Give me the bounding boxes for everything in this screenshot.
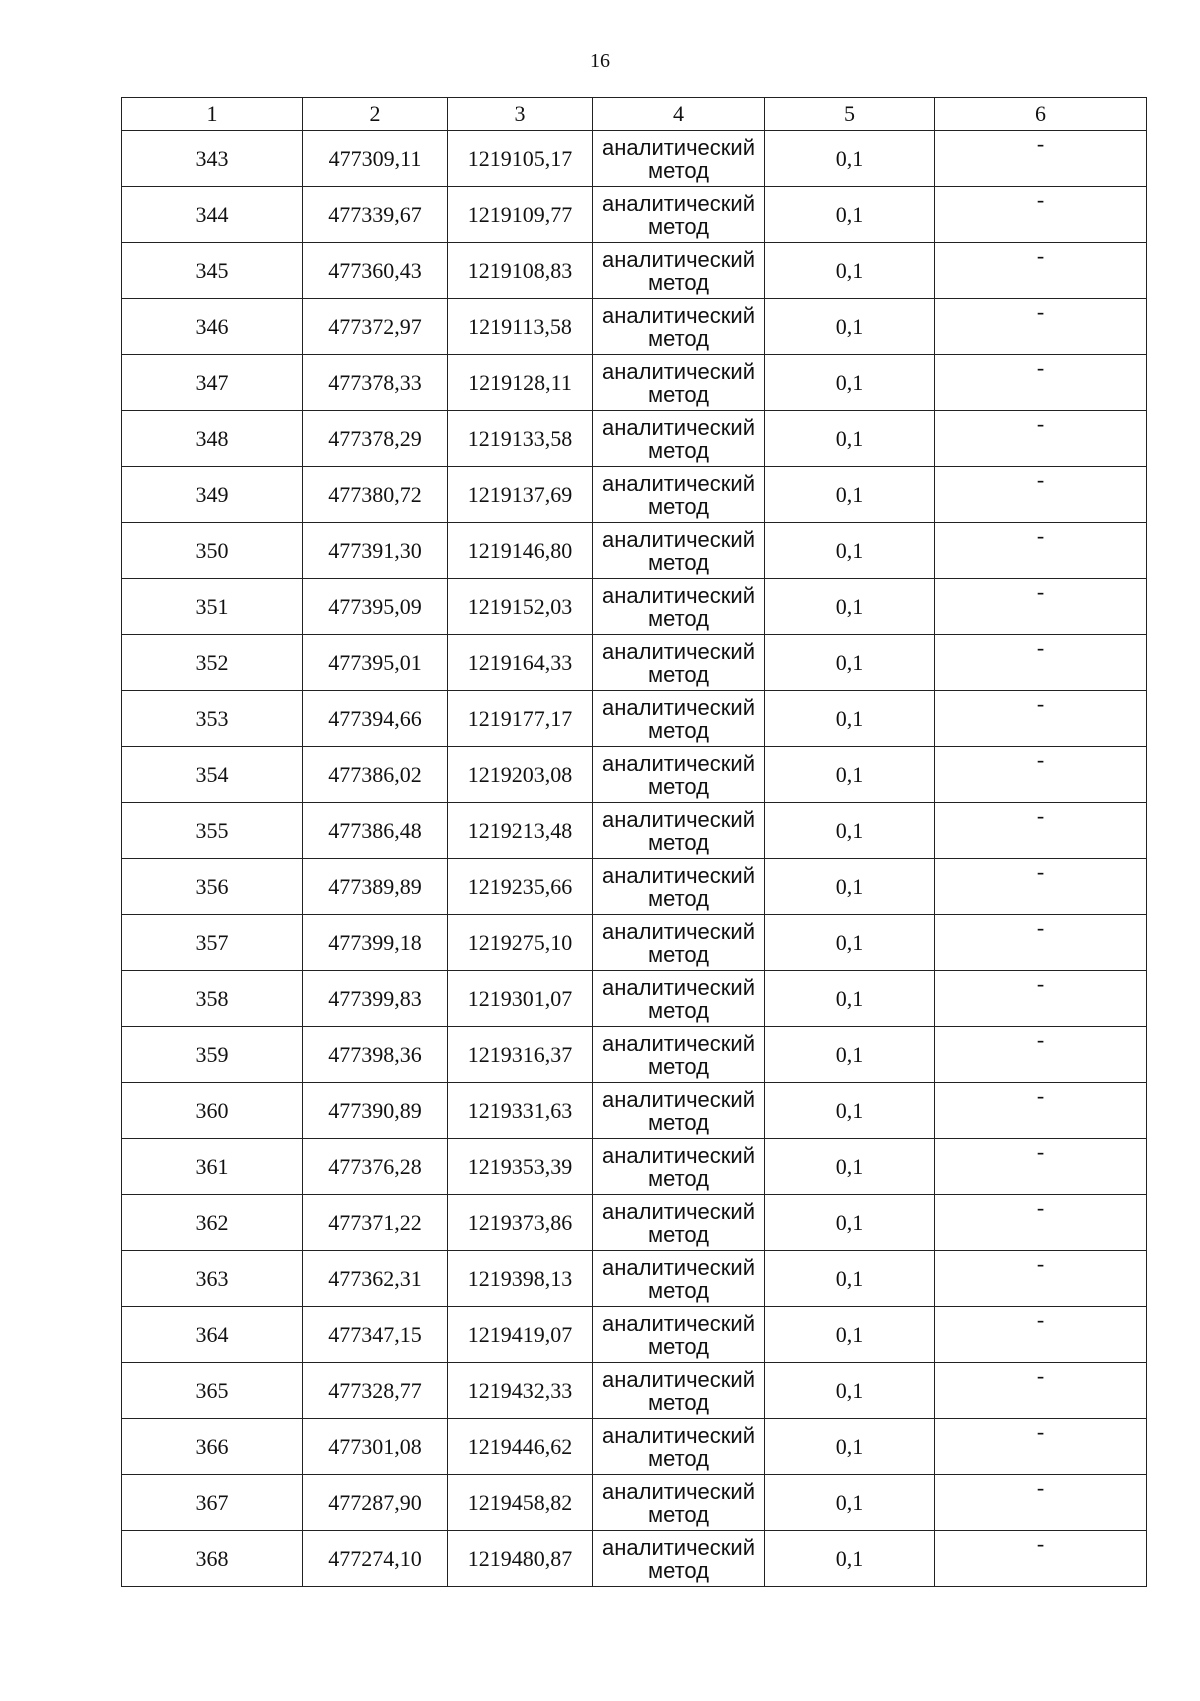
point-number-cell: 349	[122, 467, 303, 523]
note-cell: -	[935, 467, 1147, 523]
point-number-cell: 360	[122, 1083, 303, 1139]
accuracy-cell: 0,1	[765, 635, 935, 691]
method-cell	[593, 1475, 765, 1531]
table-row	[122, 131, 1147, 187]
accuracy-cell: 0,1	[765, 1475, 935, 1531]
table-row	[122, 691, 1147, 747]
x-coordinate-cell: 477391,30	[303, 523, 448, 579]
point-number-cell: 363	[122, 1251, 303, 1307]
method-line-2: метод	[647, 1277, 710, 1303]
x-coordinate-cell: 477301,08	[303, 1419, 448, 1475]
note-cell: -	[935, 355, 1147, 411]
point-number-cell: 362	[122, 1195, 303, 1251]
point-number-cell: 353	[122, 691, 303, 747]
method-line-1: аналитический	[601, 806, 755, 832]
method-line-2: метод	[647, 1557, 710, 1583]
method-line-2: метод	[647, 1333, 710, 1359]
accuracy-cell: 0,1	[765, 1027, 935, 1083]
y-coordinate-cell: 1219331,63	[448, 1083, 593, 1139]
method-line-1: аналитический	[601, 1030, 755, 1056]
method-line-2: метод	[647, 325, 710, 351]
note-cell: -	[935, 131, 1147, 187]
method-line-1: аналитический	[601, 414, 755, 440]
table-row	[122, 467, 1147, 523]
note-cell: -	[935, 1027, 1147, 1083]
method-line-2: метод	[647, 549, 710, 575]
method-line-1: аналитический	[601, 1142, 755, 1168]
table-row	[122, 1531, 1147, 1587]
method-line-2: метод	[647, 1221, 710, 1247]
method-cell	[593, 187, 765, 243]
table-row	[122, 1195, 1147, 1251]
method-cell	[593, 1083, 765, 1139]
point-number-cell: 343	[122, 131, 303, 187]
method-line-1: аналитический	[601, 1366, 755, 1392]
accuracy-cell: 0,1	[765, 1363, 935, 1419]
page-number: 16	[590, 50, 610, 72]
method-line-2: метод	[647, 885, 710, 911]
table-row	[122, 747, 1147, 803]
method-line-2: метод	[647, 1445, 710, 1471]
method-line-2: метод	[647, 941, 710, 967]
accuracy-cell: 0,1	[765, 187, 935, 243]
accuracy-cell: 0,1	[765, 243, 935, 299]
accuracy-cell: 0,1	[765, 355, 935, 411]
method-line-2: метод	[647, 1165, 710, 1191]
method-cell	[593, 1307, 765, 1363]
method-line-2: метод	[647, 269, 710, 295]
y-coordinate-cell: 1219301,07	[448, 971, 593, 1027]
accuracy-cell: 0,1	[765, 691, 935, 747]
note-cell: -	[935, 1139, 1147, 1195]
method-line-1: аналитический	[601, 918, 755, 944]
method-cell	[593, 691, 765, 747]
table-row	[122, 1475, 1147, 1531]
table-row	[122, 1419, 1147, 1475]
point-number-cell: 364	[122, 1307, 303, 1363]
note-cell: -	[935, 579, 1147, 635]
method-line-1: аналитический	[601, 302, 755, 328]
method-line-2: метод	[647, 773, 710, 799]
x-coordinate-cell: 477380,72	[303, 467, 448, 523]
method-cell	[593, 467, 765, 523]
x-coordinate-cell: 477274,10	[303, 1531, 448, 1587]
table-row	[122, 411, 1147, 467]
accuracy-cell: 0,1	[765, 1083, 935, 1139]
method-line-2: метод	[647, 829, 710, 855]
table-row	[122, 523, 1147, 579]
x-coordinate-cell: 477309,11	[303, 131, 448, 187]
table-row	[122, 1307, 1147, 1363]
note-cell: -	[935, 635, 1147, 691]
method-line-2: метод	[647, 1053, 710, 1079]
header-cell-2: 2	[303, 98, 448, 131]
point-number-cell: 355	[122, 803, 303, 859]
method-line-1: аналитический	[601, 862, 755, 888]
table-row	[122, 803, 1147, 859]
method-cell	[593, 1195, 765, 1251]
x-coordinate-cell: 477372,97	[303, 299, 448, 355]
accuracy-cell: 0,1	[765, 131, 935, 187]
x-coordinate-cell: 477395,09	[303, 579, 448, 635]
point-number-cell: 345	[122, 243, 303, 299]
point-number-cell: 357	[122, 915, 303, 971]
y-coordinate-cell: 1219353,39	[448, 1139, 593, 1195]
accuracy-cell: 0,1	[765, 1531, 935, 1587]
y-coordinate-cell: 1219432,33	[448, 1363, 593, 1419]
point-number-cell: 351	[122, 579, 303, 635]
method-cell	[593, 915, 765, 971]
note-cell: -	[935, 243, 1147, 299]
x-coordinate-cell: 477378,33	[303, 355, 448, 411]
header-cell-3: 3	[448, 98, 593, 131]
y-coordinate-cell: 1219133,58	[448, 411, 593, 467]
method-line-1: аналитический	[601, 1478, 755, 1504]
method-line-1: аналитический	[601, 750, 755, 776]
method-line-2: метод	[647, 1501, 710, 1527]
method-cell	[593, 243, 765, 299]
table-row	[122, 635, 1147, 691]
note-cell: -	[935, 1307, 1147, 1363]
accuracy-cell: 0,1	[765, 803, 935, 859]
method-cell	[593, 971, 765, 1027]
y-coordinate-cell: 1219458,82	[448, 1475, 593, 1531]
method-line-2: метод	[647, 997, 710, 1023]
y-coordinate-cell: 1219203,08	[448, 747, 593, 803]
header-cell-1: 1	[122, 98, 303, 131]
method-line-2: метод	[647, 437, 710, 463]
method-line-2: метод	[647, 381, 710, 407]
point-number-cell: 361	[122, 1139, 303, 1195]
note-cell: -	[935, 915, 1147, 971]
note-cell: -	[935, 523, 1147, 579]
coordinates-table	[121, 97, 1147, 1587]
method-cell	[593, 1027, 765, 1083]
method-line-2: метод	[647, 1389, 710, 1415]
method-cell	[593, 1419, 765, 1475]
point-number-cell: 358	[122, 971, 303, 1027]
accuracy-cell: 0,1	[765, 299, 935, 355]
accuracy-cell: 0,1	[765, 579, 935, 635]
header-cell-6: 6	[935, 98, 1147, 131]
table-row	[122, 355, 1147, 411]
table-row	[122, 243, 1147, 299]
note-cell: -	[935, 187, 1147, 243]
method-line-2: метод	[647, 213, 710, 239]
point-number-cell: 365	[122, 1363, 303, 1419]
method-line-1: аналитический	[601, 526, 755, 552]
point-number-cell: 352	[122, 635, 303, 691]
y-coordinate-cell: 1219316,37	[448, 1027, 593, 1083]
accuracy-cell: 0,1	[765, 1419, 935, 1475]
method-line-1: аналитический	[601, 694, 755, 720]
table-row	[122, 299, 1147, 355]
table-row	[122, 915, 1147, 971]
accuracy-cell: 0,1	[765, 747, 935, 803]
y-coordinate-cell: 1219164,33	[448, 635, 593, 691]
point-number-cell: 354	[122, 747, 303, 803]
accuracy-cell: 0,1	[765, 1195, 935, 1251]
point-number-cell: 346	[122, 299, 303, 355]
method-line-1: аналитический	[601, 358, 755, 384]
x-coordinate-cell: 477399,18	[303, 915, 448, 971]
method-cell	[593, 299, 765, 355]
y-coordinate-cell: 1219446,62	[448, 1419, 593, 1475]
method-line-2: метод	[647, 1109, 710, 1135]
accuracy-cell: 0,1	[765, 1307, 935, 1363]
method-cell	[593, 411, 765, 467]
note-cell: -	[935, 1363, 1147, 1419]
note-cell: -	[935, 747, 1147, 803]
method-cell	[593, 131, 765, 187]
y-coordinate-cell: 1219105,17	[448, 131, 593, 187]
method-line-1: аналитический	[601, 470, 755, 496]
note-cell: -	[935, 411, 1147, 467]
method-line-1: аналитический	[601, 1534, 755, 1560]
y-coordinate-cell: 1219398,13	[448, 1251, 593, 1307]
point-number-cell: 350	[122, 523, 303, 579]
y-coordinate-cell: 1219480,87	[448, 1531, 593, 1587]
point-number-cell: 344	[122, 187, 303, 243]
x-coordinate-cell: 477371,22	[303, 1195, 448, 1251]
note-cell: -	[935, 1419, 1147, 1475]
table-row	[122, 1363, 1147, 1419]
method-line-1: аналитический	[601, 1198, 755, 1224]
note-cell: -	[935, 859, 1147, 915]
x-coordinate-cell: 477287,90	[303, 1475, 448, 1531]
header-cell-5: 5	[765, 98, 935, 131]
y-coordinate-cell: 1219177,17	[448, 691, 593, 747]
x-coordinate-cell: 477339,67	[303, 187, 448, 243]
method-line-1: аналитический	[601, 638, 755, 664]
table-row	[122, 1139, 1147, 1195]
note-cell: -	[935, 1083, 1147, 1139]
accuracy-cell: 0,1	[765, 1251, 935, 1307]
point-number-cell: 348	[122, 411, 303, 467]
accuracy-cell: 0,1	[765, 971, 935, 1027]
note-cell: -	[935, 1251, 1147, 1307]
table-row	[122, 187, 1147, 243]
note-cell: -	[935, 691, 1147, 747]
table-row	[122, 1251, 1147, 1307]
note-cell: -	[935, 1195, 1147, 1251]
accuracy-cell: 0,1	[765, 411, 935, 467]
note-cell: -	[935, 803, 1147, 859]
table-row	[122, 1027, 1147, 1083]
accuracy-cell: 0,1	[765, 1139, 935, 1195]
method-line-2: метод	[647, 493, 710, 519]
x-coordinate-cell: 477376,28	[303, 1139, 448, 1195]
x-coordinate-cell: 477362,31	[303, 1251, 448, 1307]
accuracy-cell: 0,1	[765, 467, 935, 523]
accuracy-cell: 0,1	[765, 859, 935, 915]
y-coordinate-cell: 1219109,77	[448, 187, 593, 243]
method-line-1: аналитический	[601, 582, 755, 608]
point-number-cell: 356	[122, 859, 303, 915]
x-coordinate-cell: 477399,83	[303, 971, 448, 1027]
x-coordinate-cell: 477386,48	[303, 803, 448, 859]
y-coordinate-cell: 1219419,07	[448, 1307, 593, 1363]
x-coordinate-cell: 477390,89	[303, 1083, 448, 1139]
method-cell	[593, 859, 765, 915]
accuracy-cell: 0,1	[765, 915, 935, 971]
x-coordinate-cell: 477398,36	[303, 1027, 448, 1083]
y-coordinate-cell: 1219275,10	[448, 915, 593, 971]
method-line-2: метод	[647, 717, 710, 743]
method-line-1: аналитический	[601, 974, 755, 1000]
x-coordinate-cell: 477395,01	[303, 635, 448, 691]
point-number-cell: 368	[122, 1531, 303, 1587]
y-coordinate-cell: 1219146,80	[448, 523, 593, 579]
note-cell: -	[935, 971, 1147, 1027]
table-row	[122, 1083, 1147, 1139]
method-line-1: аналитический	[601, 246, 755, 272]
method-cell	[593, 635, 765, 691]
x-coordinate-cell: 477389,89	[303, 859, 448, 915]
header-row	[122, 98, 1147, 131]
method-line-2: метод	[647, 605, 710, 631]
y-coordinate-cell: 1219373,86	[448, 1195, 593, 1251]
method-cell	[593, 355, 765, 411]
y-coordinate-cell: 1219137,69	[448, 467, 593, 523]
method-line-1: аналитический	[601, 1422, 755, 1448]
y-coordinate-cell: 1219108,83	[448, 243, 593, 299]
note-cell: -	[935, 1475, 1147, 1531]
header-cell-4: 4	[593, 98, 765, 131]
x-coordinate-cell: 477394,66	[303, 691, 448, 747]
point-number-cell: 366	[122, 1419, 303, 1475]
method-line-2: метод	[647, 661, 710, 687]
method-line-1: аналитический	[601, 1254, 755, 1280]
method-cell	[593, 1363, 765, 1419]
accuracy-cell: 0,1	[765, 523, 935, 579]
note-cell: -	[935, 299, 1147, 355]
table-row	[122, 971, 1147, 1027]
x-coordinate-cell: 477378,29	[303, 411, 448, 467]
method-cell	[593, 747, 765, 803]
y-coordinate-cell: 1219113,58	[448, 299, 593, 355]
table-body	[122, 131, 1147, 1587]
method-line-2: метод	[647, 157, 710, 183]
point-number-cell: 347	[122, 355, 303, 411]
x-coordinate-cell: 477360,43	[303, 243, 448, 299]
method-cell	[593, 1139, 765, 1195]
x-coordinate-cell: 477347,15	[303, 1307, 448, 1363]
method-line-1: аналитический	[601, 190, 755, 216]
method-cell	[593, 523, 765, 579]
method-line-1: аналитический	[601, 1086, 755, 1112]
x-coordinate-cell: 477386,02	[303, 747, 448, 803]
point-number-cell: 359	[122, 1027, 303, 1083]
method-cell	[593, 579, 765, 635]
y-coordinate-cell: 1219128,11	[448, 355, 593, 411]
x-coordinate-cell: 477328,77	[303, 1363, 448, 1419]
table-row	[122, 579, 1147, 635]
method-cell	[593, 1251, 765, 1307]
point-number-cell: 367	[122, 1475, 303, 1531]
y-coordinate-cell: 1219213,48	[448, 803, 593, 859]
method-line-1: аналитический	[601, 134, 755, 160]
note-cell: -	[935, 1531, 1147, 1587]
y-coordinate-cell: 1219152,03	[448, 579, 593, 635]
table-row	[122, 859, 1147, 915]
method-cell	[593, 803, 765, 859]
method-cell	[593, 1531, 765, 1587]
method-line-1: аналитический	[601, 1310, 755, 1336]
y-coordinate-cell: 1219235,66	[448, 859, 593, 915]
